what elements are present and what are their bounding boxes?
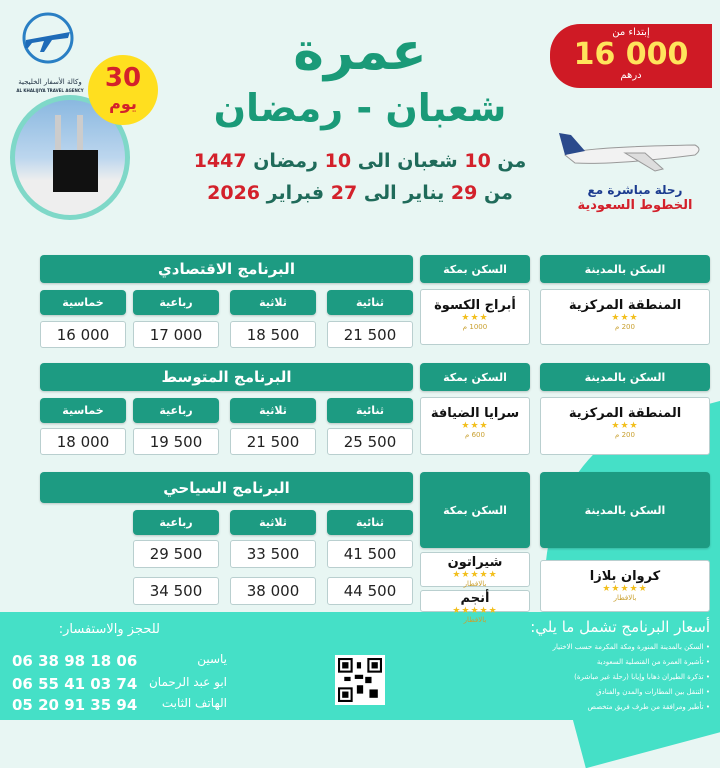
gregorian-dates: من 29 يناير الى 27 فبراير 2026	[207, 182, 513, 204]
hotel-card	[420, 397, 530, 455]
price-cell: 19 500	[133, 428, 219, 455]
hotel-name: كروان بلازا	[589, 569, 661, 584]
includes-title: أسعار البرنامج تشمل ما يلي:	[530, 618, 710, 636]
hotel-name: أبراج الكسوة	[434, 298, 516, 313]
hotel-card	[540, 397, 710, 455]
hotel-note: بالافطار	[463, 580, 487, 588]
price-cell: 21 500	[230, 428, 316, 455]
room-type-double: ثنائية	[327, 398, 413, 423]
hotel-name: المنطقة المركزية	[568, 298, 682, 313]
include-item: • تأشيرة العمرة من القنصلية السعودية	[596, 658, 710, 666]
hotel-card	[540, 560, 710, 612]
price-cell: 29 500	[133, 540, 219, 568]
phone-row: 06 38 98 18 06 ياسين	[12, 652, 227, 670]
page-subtitle: شعبان - رمضان	[213, 86, 507, 130]
star-rating-icon: ★★★	[461, 313, 489, 323]
room-type-quad: رباعية	[133, 290, 219, 315]
room-type-triple: ثلاثية	[230, 290, 316, 315]
room-type-double: ثنائية	[327, 510, 413, 535]
price-cell: 44 500	[327, 577, 413, 605]
room-type-double: ثنائية	[327, 290, 413, 315]
include-item: • تذكرة الطيران ذهابا وإيابا (رحلة غير مباشرة)	[574, 673, 710, 681]
mecca-header: السكن بمكة	[420, 363, 530, 391]
direct-flight-label: رحلة مباشرة مع	[587, 183, 683, 197]
medina-header: السكن بالمدينة	[540, 472, 710, 548]
include-item: • السكن بالمدينة المنورة ومكة المكرمة حسب الاختيار	[552, 643, 710, 651]
phone-row: 06 55 41 03 74 ابو عبد الرحمان	[12, 675, 227, 693]
mecca-header: السكن بمكة	[420, 472, 530, 548]
airline-name: الخطوط السعودية	[577, 198, 693, 213]
room-type-quad: رباعية	[133, 510, 219, 535]
phone-row: 05 20 91 35 94 الهاتف الثابت	[12, 696, 227, 714]
price-cell: 41 500	[327, 540, 413, 568]
star-rating-icon: ★★★★★	[452, 570, 498, 580]
include-item: • التنقل بين المطارات والمدن والفنادق	[596, 688, 710, 696]
star-rating-icon: ★★★	[611, 313, 639, 323]
hotel-card	[420, 590, 530, 624]
hotel-note: بالافطار	[613, 594, 637, 602]
program-title: البرنامج الاقتصادي	[40, 255, 413, 283]
price-cell: 18 000	[40, 428, 126, 455]
hotel-name: سرايا الضيافة	[430, 406, 520, 421]
star-rating-icon: ★★★	[461, 421, 489, 431]
contact-title: للحجز والاستفسار:	[58, 622, 160, 637]
price-cell: 25 500	[327, 428, 413, 455]
hotel-card	[540, 289, 710, 345]
hotel-distance: 1000 م	[462, 323, 488, 331]
agency-name-en: AL KHALIJIYA TRAVEL AGENCY	[16, 88, 84, 93]
medina-header: السكن بالمدينة	[540, 363, 710, 391]
agency-name-ar: وكالة الأسفار الخليجية	[18, 78, 82, 86]
price-cell: 38 000	[230, 577, 316, 605]
hotel-name: أنجم	[460, 591, 490, 606]
price-cell: 17 000	[133, 321, 219, 348]
star-rating-icon: ★★★	[611, 421, 639, 431]
airplane-icon	[555, 125, 705, 175]
room-type-quint: خماسية	[40, 398, 126, 423]
room-type-triple: ثلاثية	[230, 398, 316, 423]
hotel-note: بالافطار	[463, 616, 487, 624]
price-cell: 33 500	[230, 540, 316, 568]
hotel-name: المنطقة المركزية	[568, 406, 682, 421]
starting-price-badge: إبتداء من 16 000 درهم	[550, 24, 712, 88]
qr-code[interactable]	[335, 655, 385, 705]
mecca-header: السكن بمكة	[420, 255, 530, 283]
program-title: البرنامج المتوسط	[40, 363, 413, 391]
star-rating-icon: ★★★★★	[602, 584, 648, 594]
hotel-card	[420, 552, 530, 587]
room-type-quad: رباعية	[133, 398, 219, 423]
hotel-distance: 600 م	[465, 431, 485, 439]
price-cell: 18 500	[230, 321, 316, 348]
medina-header: السكن بالمدينة	[540, 255, 710, 283]
room-type-quint: خماسية	[40, 290, 126, 315]
page-title: عمرة	[293, 22, 427, 82]
price-cell: 16 000	[40, 321, 126, 348]
hijri-dates: من 10 شعبان الى 10 رمضان 1447	[193, 150, 527, 172]
price-cell: 34 500	[133, 577, 219, 605]
hotel-card	[420, 289, 530, 345]
hotel-distance: 200 م	[615, 431, 635, 439]
include-item: • تأطير ومرافقة من طرف فريق متخصص	[587, 703, 710, 711]
price-cell: 21 500	[327, 321, 413, 348]
duration-badge: 30 يوم	[88, 55, 158, 125]
program-title: البرنامج السياحي	[40, 472, 413, 503]
agency-logo-plane-icon	[18, 8, 78, 68]
hotel-distance: 200 م	[615, 323, 635, 331]
hotel-name: شيراتون	[447, 555, 503, 570]
room-type-triple: ثلاثية	[230, 510, 316, 535]
star-rating-icon: ★★★★★	[452, 606, 498, 616]
